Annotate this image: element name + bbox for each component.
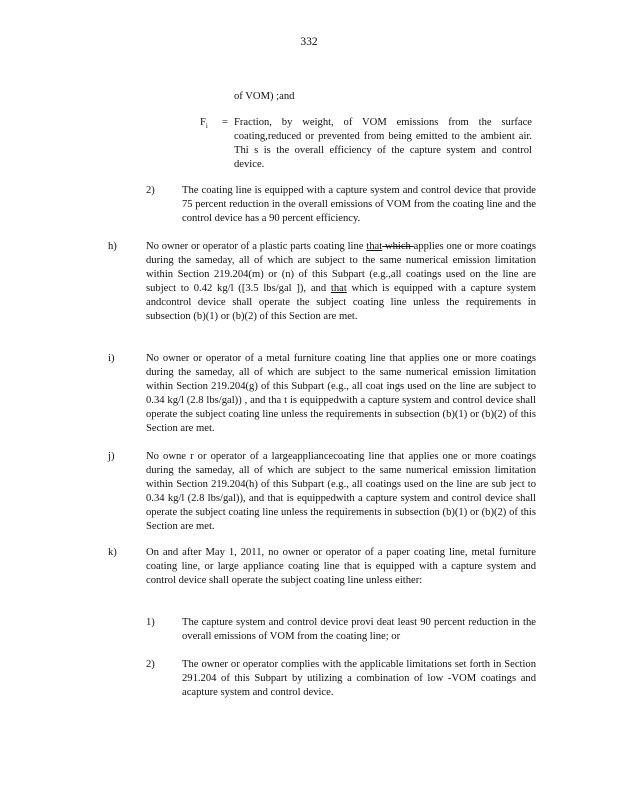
- h-inserted-that-1: that: [366, 241, 383, 252]
- h-text-part1: No owner or operator of a plastic parts coating line: [146, 241, 367, 252]
- h-inserted-that-2: that: [330, 283, 347, 294]
- item-2-top-text: The coating line is equipped with a capture system and control device that provide 75 percent reduction in the overall emissions of VOM from the coating line and the control device has a 90 percent efficiency.: [182, 185, 536, 224]
- section-k-label: k): [108, 547, 117, 558]
- item-2-top-label: 2): [146, 185, 155, 196]
- section-k-1-label: 1): [146, 617, 155, 628]
- section-i-text: No owner or operator of a metal furniture coating line that applies one or more coatings during the sameday, all of which are subject to the same numerical emission limitation within Section 219.204(g) of this Subpart (e.g., all coat ings used on the line are subject to 0.34 kg/l (2.8 lbs/gal)) , and tha t is equippedwith a capture system and control device shall operate the subject coating line unless the requirements in subsection (b)(1) or (b)(2) of this Section are met.: [146, 353, 536, 434]
- section-j-label: j): [108, 451, 115, 462]
- fi-subscript: i: [205, 122, 208, 131]
- section-i-label: i): [108, 353, 115, 364]
- fi-definition: Fraction, by weight, of VOM emissions from the surface coating,reduced or prevented from being emitted to the ambient air. Thi s is the overall efficiency of the capture system and control device.: [234, 117, 532, 170]
- section-h-text: [146, 240, 536, 324]
- section-k-2-text: The owner or operator complies with the applicable limitations set forth in Section 291.204 of this Subpart by utilizing a combination of low -VOM coatings and acapture system and control device.: [182, 659, 536, 698]
- h-deleted-which: which: [382, 241, 414, 252]
- h-text-part3: which is equipped with a capture system andcontrol device shall operate the subject coating line unless the requirements in subsection (b)(1) or (b)(2) of this Section are met.: [146, 283, 536, 322]
- section-k-1-text: The capture system and control device provi deat least 90 percent reduction in the overall emissions of VOM from the coating line; or: [182, 617, 536, 642]
- fi-letter: F: [200, 117, 206, 128]
- fi-symbol: [200, 116, 208, 133]
- top-fragment: of VOM) ;and: [234, 91, 295, 102]
- h-text-part2: applies one or more coatings during the sameday, all of which are subject to the same numerical emission limitation within Section 219.204(m) or (n) of this Subpart (e.g.,all coatings used on the line are subject to 0.42 kg/l ([3.5 lbs/gal ]), and: [146, 241, 536, 294]
- fi-equals: =: [222, 117, 228, 128]
- section-h-label: h): [108, 241, 117, 252]
- section-j-text: No owne r or operator of a largeappliancecoating line that applies one or more coatings during the sameday, all of which are subject to the same numerical emission limitation within Section 219.204(h) of this Subpart (e.g., all coatings used on the line are sub ject to 0.34 kg/l (2.8 lbs/gal)), and that is equippedwith a capture system and control device shall operate the subject coating line unless the requirements in subsection (b)(1) or (b)(2) of this Section are met.: [146, 451, 536, 532]
- section-k-2-label: 2): [146, 659, 155, 670]
- page-number: 332: [300, 36, 318, 48]
- section-k-text: On and after May 1, 2011, no owner or operator of a paper coating line, metal furniture coating line, or large appliance coating line that is equipped with a capture system and control device shall operate the subject coating line unless either:: [146, 547, 536, 586]
